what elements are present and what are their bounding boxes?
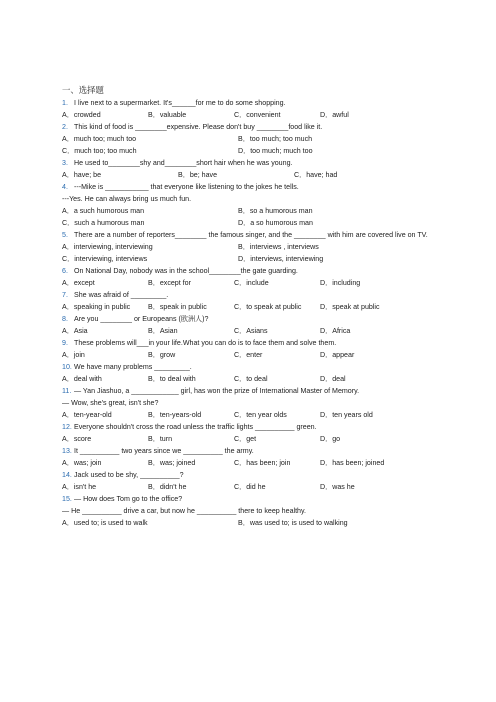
question-number: 9. xyxy=(62,339,68,347)
question-number: 11. xyxy=(62,387,72,395)
option-b[interactable]: B．except for xyxy=(148,279,191,287)
question-text: — How does Tom go to the office? xyxy=(74,495,183,503)
question-15 xyxy=(62,493,442,505)
option-b[interactable]: B．was; joined xyxy=(148,459,196,467)
option-b[interactable]: B．turn xyxy=(148,435,173,443)
question-number: 14. xyxy=(62,471,72,479)
option-d[interactable]: D．deal xyxy=(320,375,346,383)
option-d[interactable]: D．go xyxy=(320,435,341,443)
option-b[interactable]: B．didn't he xyxy=(148,483,187,491)
options-row xyxy=(62,301,442,313)
options-row xyxy=(62,217,442,229)
question-5 xyxy=(62,229,442,241)
options-row xyxy=(62,109,442,121)
question-text: I live next to a supermarket. It's______for me to do some shopping. xyxy=(74,99,286,107)
question-number: 2. xyxy=(62,123,68,131)
option-c[interactable]: C．Asians xyxy=(234,327,268,335)
option-b[interactable]: B．Asian xyxy=(148,327,178,335)
question-text: There are a number of reporters________ the famous singer, and the ________ with him are covered live on TV. xyxy=(74,231,428,239)
options-row xyxy=(62,205,442,217)
option-d[interactable]: D．interviews, interviewing xyxy=(238,255,324,263)
question-8 xyxy=(62,313,442,325)
question-14 xyxy=(62,469,442,481)
options-row xyxy=(62,277,442,289)
option-d[interactable]: D．has been; joined xyxy=(320,459,385,467)
option-d[interactable]: D．including xyxy=(320,279,361,287)
question-text: Jack used to be shy, __________? xyxy=(74,471,184,479)
question-13 xyxy=(62,445,442,457)
question-6 xyxy=(62,265,442,277)
question-text: He used to________shy and________short hair when he was young. xyxy=(74,159,293,167)
option-c[interactable]: C．have; had xyxy=(294,171,338,179)
option-d[interactable]: D．appear xyxy=(320,351,355,359)
question-11 xyxy=(62,385,442,397)
question-number: 5. xyxy=(62,231,68,239)
option-a[interactable]: A．ten-year-old xyxy=(62,411,112,419)
question-text: She was afraid of _________. xyxy=(74,291,169,299)
option-a[interactable]: A．Asia xyxy=(62,327,88,335)
question-2 xyxy=(62,121,442,133)
options-row xyxy=(62,481,442,493)
option-a[interactable]: A．crowded xyxy=(62,111,101,119)
option-c[interactable]: C．enter xyxy=(234,351,263,359)
question-text: We have many problems _________. xyxy=(74,363,192,371)
option-a[interactable]: A．deal with xyxy=(62,375,102,383)
question-number: 4. xyxy=(62,183,68,191)
question-text: ---Mike is ___________ that everyone like listening to the jokes he tells. xyxy=(74,183,299,191)
question-text: It __________ two years since we __________ the army. xyxy=(74,447,254,455)
options-row xyxy=(62,133,442,145)
options-row xyxy=(62,433,442,445)
option-c[interactable]: C．ten year olds xyxy=(234,411,287,419)
question-text: On National Day, nobody was in the school________the gate guarding. xyxy=(74,267,298,275)
option-d[interactable]: D．too much; much too xyxy=(238,147,313,155)
question-number: 7. xyxy=(62,291,68,299)
option-a[interactable]: A．except xyxy=(62,279,95,287)
option-d[interactable]: D．speak at public xyxy=(320,303,380,311)
option-c[interactable]: C．include xyxy=(234,279,269,287)
question-7 xyxy=(62,289,442,301)
option-a[interactable]: A．score xyxy=(62,435,92,443)
option-c[interactable]: C．such a humorous man xyxy=(62,219,145,227)
options-row xyxy=(62,325,442,337)
option-a[interactable]: A．have; be xyxy=(62,171,102,179)
options-row xyxy=(62,457,442,469)
question-number: 3. xyxy=(62,159,68,167)
section-title: 一、选择题 xyxy=(62,85,104,95)
option-d[interactable]: D．was he xyxy=(320,483,355,491)
options-row xyxy=(62,241,442,253)
option-b[interactable]: B．interviews , interviews xyxy=(238,243,319,251)
question-text: — Yan Jiashuo, a ____________ girl, has won the prize of International Master of Memory. xyxy=(74,387,360,395)
option-a[interactable]: A．used to; is used to walk xyxy=(62,519,148,527)
question-dialogue: — He __________ drive a car, but now he __________ there to keep healthy. xyxy=(62,507,306,515)
option-d[interactable]: D．ten years old xyxy=(320,411,373,419)
option-d[interactable]: D．Africa xyxy=(320,327,351,335)
option-a[interactable]: A．much too; much too xyxy=(62,135,137,143)
option-b[interactable]: B．ten-years-old xyxy=(148,411,202,419)
options-row xyxy=(62,409,442,421)
option-b[interactable]: B．was used to; is used to walking xyxy=(238,519,348,527)
question-text: This kind of food is ________expensive. Please don't buy ________food like it. xyxy=(74,123,323,131)
option-a[interactable]: A．was; join xyxy=(62,459,102,467)
question-number: 12. xyxy=(62,423,72,431)
option-d[interactable]: D．a so humorous man xyxy=(238,219,313,227)
question-1 xyxy=(62,97,442,109)
option-a[interactable]: A．join xyxy=(62,351,85,359)
question-3 xyxy=(62,157,442,169)
question-list xyxy=(62,84,442,529)
question-number: 13. xyxy=(62,447,72,455)
question-number: 6. xyxy=(62,267,68,275)
option-b[interactable]: B．speak in public xyxy=(148,303,207,311)
question-text: Everyone shouldn't cross the road unless the traffic lights __________ green. xyxy=(74,423,317,431)
question-number: 8. xyxy=(62,315,68,323)
options-row xyxy=(62,349,442,361)
question-dialogue: — Wow, she's great, isn't she? xyxy=(62,399,159,407)
option-c[interactable]: C．much too; too much xyxy=(62,147,137,155)
options-row xyxy=(62,373,442,385)
question-9 xyxy=(62,337,442,349)
option-b[interactable]: B．to deal with xyxy=(148,375,196,383)
option-c[interactable]: C．has been; join xyxy=(234,459,291,467)
question-text: These problems will___in your life.What you can do is to face them and solve them. xyxy=(74,339,337,347)
options-row xyxy=(62,253,442,265)
question-number: 1. xyxy=(62,99,68,107)
options-row xyxy=(62,517,442,529)
options-row xyxy=(62,169,442,181)
question-12 xyxy=(62,421,442,433)
option-a[interactable]: A．isn't he xyxy=(62,483,97,491)
options-row xyxy=(62,145,442,157)
option-c[interactable]: C．convenient xyxy=(234,111,281,119)
question-10 xyxy=(62,361,442,373)
option-a[interactable]: A．a such humorous man xyxy=(62,207,145,215)
question-number: 10. xyxy=(62,363,72,371)
option-c[interactable]: C．to deal xyxy=(234,375,268,383)
option-c[interactable]: C．get xyxy=(234,435,257,443)
option-a[interactable]: A．speaking in public xyxy=(62,303,131,311)
option-b[interactable]: B．grow xyxy=(148,351,176,359)
question-dialogue: ---Yes. He can always bring us much fun. xyxy=(62,195,192,203)
option-c[interactable]: C．did he xyxy=(234,483,266,491)
option-b[interactable]: B．too much; too much xyxy=(238,135,313,143)
option-a[interactable]: A．interviewing, interviewing xyxy=(62,243,153,251)
question-number: 15. xyxy=(62,495,72,503)
option-b[interactable]: B．so a humorous man xyxy=(238,207,313,215)
option-b[interactable]: B．be; have xyxy=(178,171,218,179)
option-c[interactable]: C．interviewing, interviews xyxy=(62,255,148,263)
option-c[interactable]: C．to speak at public xyxy=(234,303,302,311)
question-text: Are you ________ or Europeans (欧洲人)? xyxy=(74,315,209,323)
question-4 xyxy=(62,181,442,193)
option-b[interactable]: B．valuable xyxy=(148,111,187,119)
option-d[interactable]: D．awful xyxy=(320,111,349,119)
